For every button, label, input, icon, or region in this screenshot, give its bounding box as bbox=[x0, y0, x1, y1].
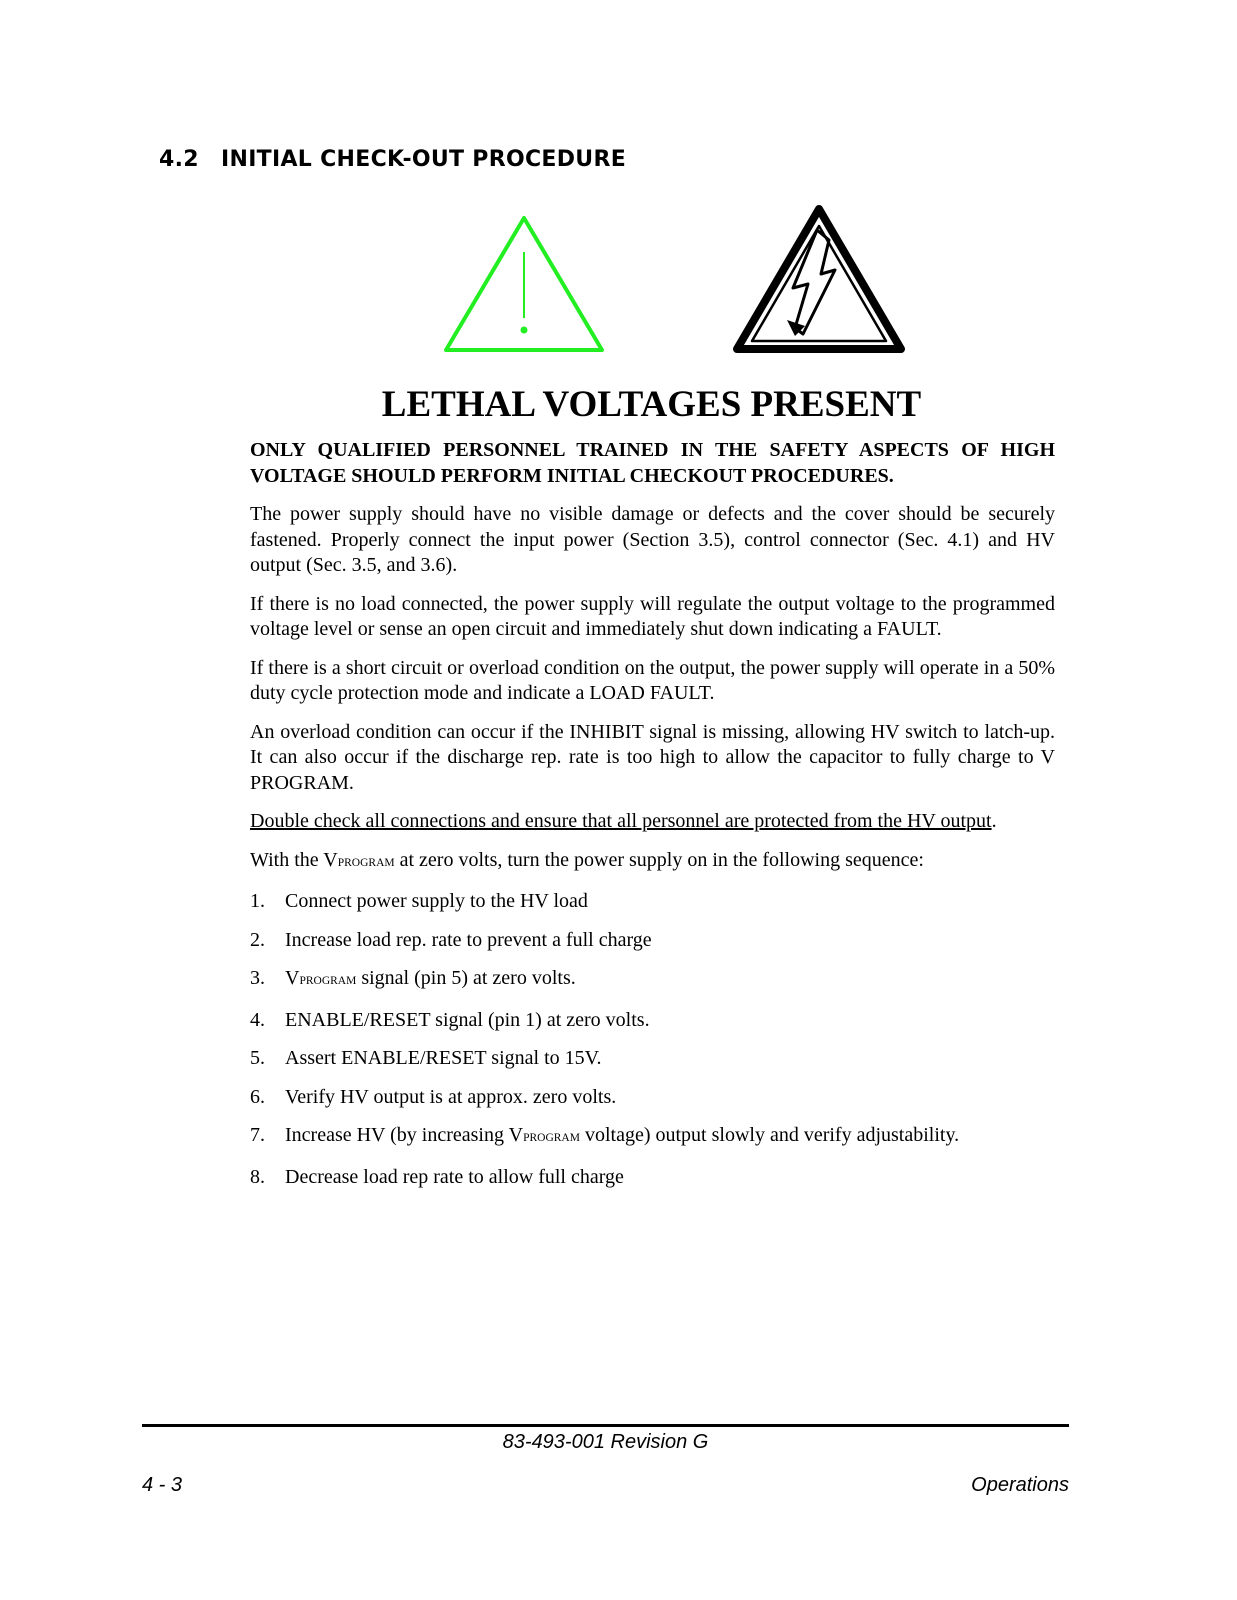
step-text: Increase load rep. rate to prevent a full charge bbox=[285, 928, 652, 951]
step-item bbox=[250, 1165, 1055, 1191]
step-text-before: V bbox=[285, 967, 300, 989]
step-number: 3. bbox=[250, 967, 265, 989]
sequence-intro bbox=[250, 848, 1055, 877]
step-text: Connect power supply to the HV load bbox=[285, 890, 588, 912]
connection-note-text: Double check all connections and ensure that all personnel are protected from the HV output bbox=[250, 810, 992, 832]
step-item bbox=[250, 1008, 1055, 1034]
step-text: ENABLE/RESET signal (pin 1) at zero volts. bbox=[285, 1008, 650, 1031]
connection-note bbox=[250, 809, 1055, 835]
step-number: 5. bbox=[250, 1047, 265, 1069]
step-text: Decrease load rep rate to allow full charge bbox=[285, 1165, 624, 1188]
paragraph-overload: An overload condition can occur if the INHIBIT signal is missing, allowing HV switch to latch-up. It can also occur if the discharge rep. rate is too high to allow the capacitor to fully charge to V PROGRAM. bbox=[250, 720, 1055, 794]
step-text bbox=[285, 1123, 959, 1152]
step-number: 2. bbox=[250, 928, 265, 951]
footer-section-name: Operations bbox=[971, 1474, 1069, 1496]
sequence-intro-before: With the V bbox=[250, 848, 338, 871]
section-heading bbox=[159, 147, 626, 172]
paragraph-no-load: If there is no load connected, the power supply will regulate the output voltage to the programmed voltage level or sense an open circuit and immediately shut down indicating a FAULT. bbox=[250, 592, 1055, 640]
step-text-after: voltage) output slowly and verify adjustability. bbox=[579, 1124, 960, 1146]
footer-doc-number: 83-493-001 Revision G bbox=[502, 1431, 709, 1453]
section-number: 4.2 bbox=[159, 147, 199, 172]
step-text-sub: PROGRAM bbox=[299, 975, 357, 987]
step-item bbox=[250, 966, 1055, 995]
step-item bbox=[250, 1085, 1055, 1111]
step-text bbox=[285, 966, 576, 995]
footer-page-number: 4 - 3 bbox=[142, 1474, 183, 1496]
step-text: Verify HV output is at approx. zero volts. bbox=[285, 1085, 617, 1108]
step-item bbox=[250, 1046, 1055, 1072]
caution-paragraph: ONLY QUALIFIED PERSONNEL TRAINED IN THE SAFETY ASPECTS OF HIGH VOLTAGE SHOULD PERFORM INITIAL CHECKOUT PROCEDURES. bbox=[250, 439, 1055, 487]
step-text-after: signal (pin 5) at zero volts. bbox=[356, 967, 576, 989]
high-voltage-triangle-icon bbox=[731, 204, 907, 357]
step-text-before: Increase HV (by increasing V bbox=[285, 1124, 524, 1146]
sequence-intro-after: at zero volts, turn the power supply on in the following sequence: bbox=[394, 848, 924, 871]
step-number: 4. bbox=[250, 1008, 265, 1031]
paragraph-short-circuit: If there is a short circuit or overload condition on the output, the power supply will operate in a 50% duty cycle protection mode and indicate a LOAD FAULT. bbox=[250, 656, 1055, 704]
exclamation-triangle-icon bbox=[441, 212, 607, 358]
step-item bbox=[250, 1123, 1055, 1152]
footer-rule bbox=[142, 1424, 1069, 1427]
connection-note-end: . bbox=[991, 810, 997, 832]
step-text-sub: PROGRAM bbox=[523, 1132, 580, 1144]
step-number: 7. bbox=[250, 1124, 265, 1146]
step-number: 6. bbox=[250, 1085, 265, 1108]
sequence-intro-sub: PROGRAM bbox=[337, 856, 395, 869]
procedure-body bbox=[250, 438, 1055, 1203]
step-item bbox=[250, 889, 1055, 915]
step-number: 1. bbox=[250, 890, 265, 912]
step-item bbox=[250, 928, 1055, 954]
power-on-steps bbox=[250, 889, 1055, 1190]
lethal-voltage-banner: LETHAL VOLTAGES PRESENT bbox=[381, 384, 922, 425]
step-text: Assert ENABLE/RESET signal to 15V. bbox=[285, 1047, 602, 1069]
paragraph-inspection: The power supply should have no visible damage or defects and the cover should be securely fastened. Properly connect the input power (Section 3.5), control connector (Sec. 4.1) and HV output (Sec. 3.5, and 3.6). bbox=[250, 503, 1055, 576]
step-number: 8. bbox=[250, 1165, 265, 1188]
section-title: INITIAL CHECK-OUT PROCEDURE bbox=[221, 147, 627, 172]
